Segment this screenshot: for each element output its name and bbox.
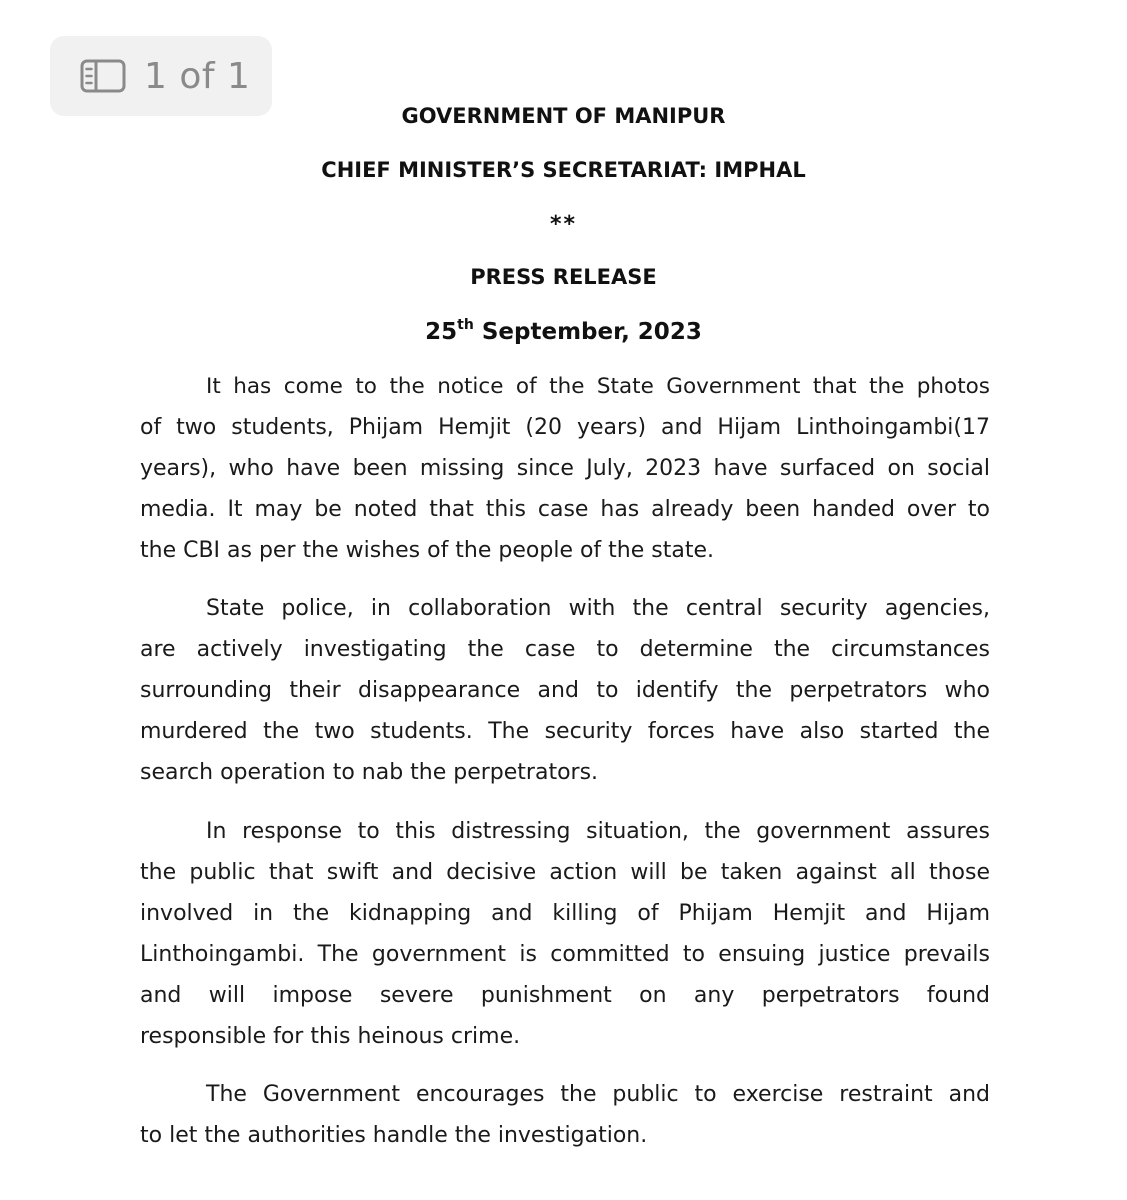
paragraph-4 (140, 1074, 990, 1156)
government-heading: GOVERNMENT OF MANIPUR (401, 104, 726, 128)
date-day: 25 (425, 319, 458, 345)
secretariat-heading: CHIEF MINISTER’S SECRETARIAT: IMPHAL (321, 158, 806, 182)
text-line: years), who have been missing since July, 2023 have surfaced on social (140, 456, 990, 481)
text-line: murdered the two students. The security forces have also started the (140, 719, 990, 744)
text-line: media. It may be noted that this case has already been handed over to (140, 497, 990, 522)
text-line: the public that swift and decisive action will be taken against all those (140, 860, 990, 885)
text-line: involved in the kidnapping and killing of Phijam Hemjit and Hijam (140, 901, 990, 926)
paragraph-1 (140, 366, 990, 571)
page-count-label: 1 of 1 (144, 55, 251, 97)
text-line: surrounding their disappearance and to identify the perpetrators who (140, 678, 990, 703)
heading-separator: ** (549, 212, 577, 237)
press-release-title: PRESS RELEASE (470, 265, 657, 289)
document-pages-icon (80, 59, 126, 93)
text-line: search operation to nab the perpetrators. (140, 760, 599, 785)
text-line: to let the authorities handle the investigation. (140, 1123, 648, 1148)
text-line: In response to this distressing situation, the government assures (206, 819, 990, 844)
text-line: It has come to the notice of the State Government that the photos (206, 374, 990, 399)
date-month-year: September, 2023 (473, 319, 702, 345)
release-date (0, 317, 1127, 345)
text-line: The Government encourages the public to exercise restraint and (206, 1082, 990, 1107)
text-line: are actively investigating the case to determine the circumstances (140, 637, 990, 662)
text-line: State police, in collaboration with the central security agencies, (206, 596, 990, 621)
text-line: and will impose severe punishment on any perpetrators found (140, 983, 990, 1008)
paragraph-3 (140, 811, 990, 1057)
text-line: responsible for this heinous crime. (140, 1024, 521, 1049)
date-suffix: th (457, 317, 474, 333)
text-line: Linthoingambi. The government is committed to ensuing justice prevails (140, 942, 990, 967)
paragraph-2 (140, 588, 990, 793)
text-line: the CBI as per the wishes of the people of the state. (140, 538, 714, 563)
text-line: of two students, Phijam Hemjit (20 years) and Hijam Linthoingambi(17 (140, 415, 990, 440)
